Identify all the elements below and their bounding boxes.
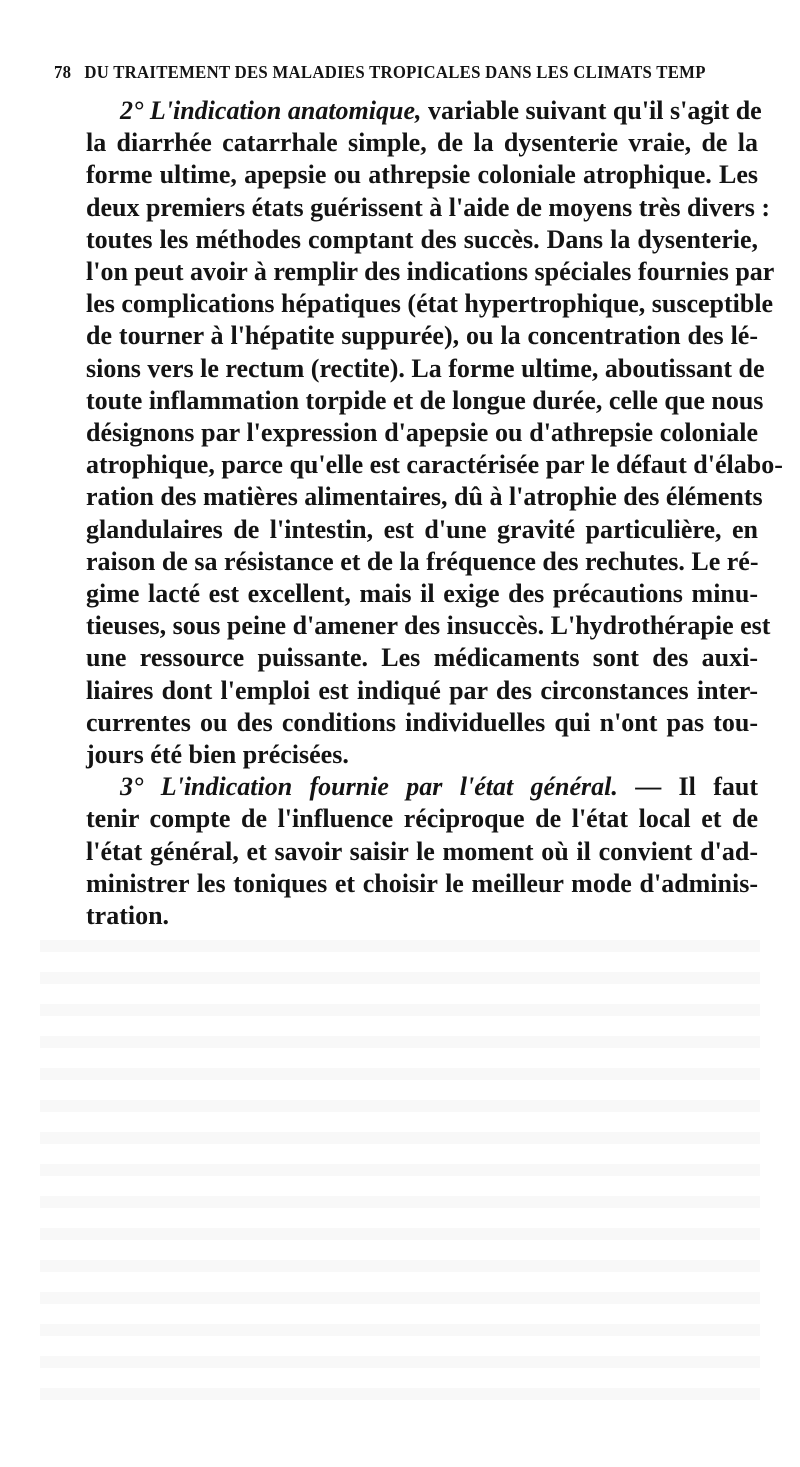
text-line: forme ultime, apepsie ou athrepsie coloniale atrophique. Les [86, 160, 758, 190]
text-line: l'on peut avoir à remplir des indications spéciales fournies par [86, 257, 775, 287]
text-line: la diarrhée catarrhale simple, de la dysenterie vraie, de la [86, 128, 758, 158]
section-heading-etat-general: 3° L'indication fournie par l'état général. [120, 772, 618, 802]
text-line: raison de sa résistance et de la fréquence des rechutes. Le ré- [86, 546, 759, 576]
section-heading-anatomique: 2° L'indication anatomique, [120, 96, 422, 125]
text-line: jours été bien précisées. [86, 740, 349, 770]
text-line: l'état général, et savoir saisir le moment où il convient d'ad- [86, 836, 758, 866]
text-line: glandulaires de l'intestin, est d'une gravité particulière, en [86, 514, 758, 544]
text-line: ministrer les toniques et choisir le meilleur mode d'adminis- [86, 868, 758, 898]
text-fragment: — Il faut [617, 772, 758, 802]
text-line: tieuses, sous peine d'amener des insuccès. L'hydrothérapie est [86, 611, 771, 641]
text-line: les complications hépatiques (état hypertrophique, susceptible [86, 289, 774, 319]
paragraph-indication-anatomique [52, 95, 783, 771]
text-line: désignons par l'expression d'apepsie ou d'athrepsie coloniale [86, 418, 758, 448]
text-line: atrophique, parce qu'elle est caractérisée par le défaut d'élabo- [86, 450, 783, 480]
text-line: liaires dont l'emploi est indiqué par des circonstances inter- [86, 675, 758, 705]
text-line: tration. [86, 901, 170, 931]
text-line: toute inflammation torpide et de longue durée, celle que nous [86, 385, 764, 415]
text-line: deux premiers états guérissent à l'aide de moyens très divers : [86, 192, 771, 222]
paragraph-indication-etat-general [52, 771, 758, 932]
text-body [52, 95, 783, 932]
text-line: ration des matières alimentaires, dû à l'atrophie des éléments [86, 482, 763, 512]
text-line: currentes ou des conditions individuelles qui n'ont pas tou- [86, 707, 758, 737]
page-number: 78 [54, 62, 72, 82]
text-line [52, 771, 758, 803]
text-fragment: variable suivant qu'il s'agit de [421, 96, 762, 125]
text-line: sions vers le rectum (rectite). La forme ultime, aboutissant de [86, 353, 765, 383]
running-header [54, 62, 714, 83]
text-line: une ressource puissante. Les médicaments sont des auxi- [86, 643, 758, 673]
text-line: toutes les méthodes comptant des succès. Dans la dysenterie, [86, 224, 758, 254]
text-line: de tourner à l'hépatite suppurée), ou la concentration des lé- [86, 321, 758, 351]
text-line: gime lacté est excellent, mais il exige des précautions minu- [86, 579, 758, 609]
running-title: DU TRAITEMENT DES MALADIES TROPICALES DANS LES CLIMATS TEMP [84, 62, 706, 82]
show-through-texture [40, 940, 760, 1400]
text-line: tenir compte de l'influence réciproque de l'état local et de [86, 804, 758, 834]
text-line [52, 95, 762, 127]
